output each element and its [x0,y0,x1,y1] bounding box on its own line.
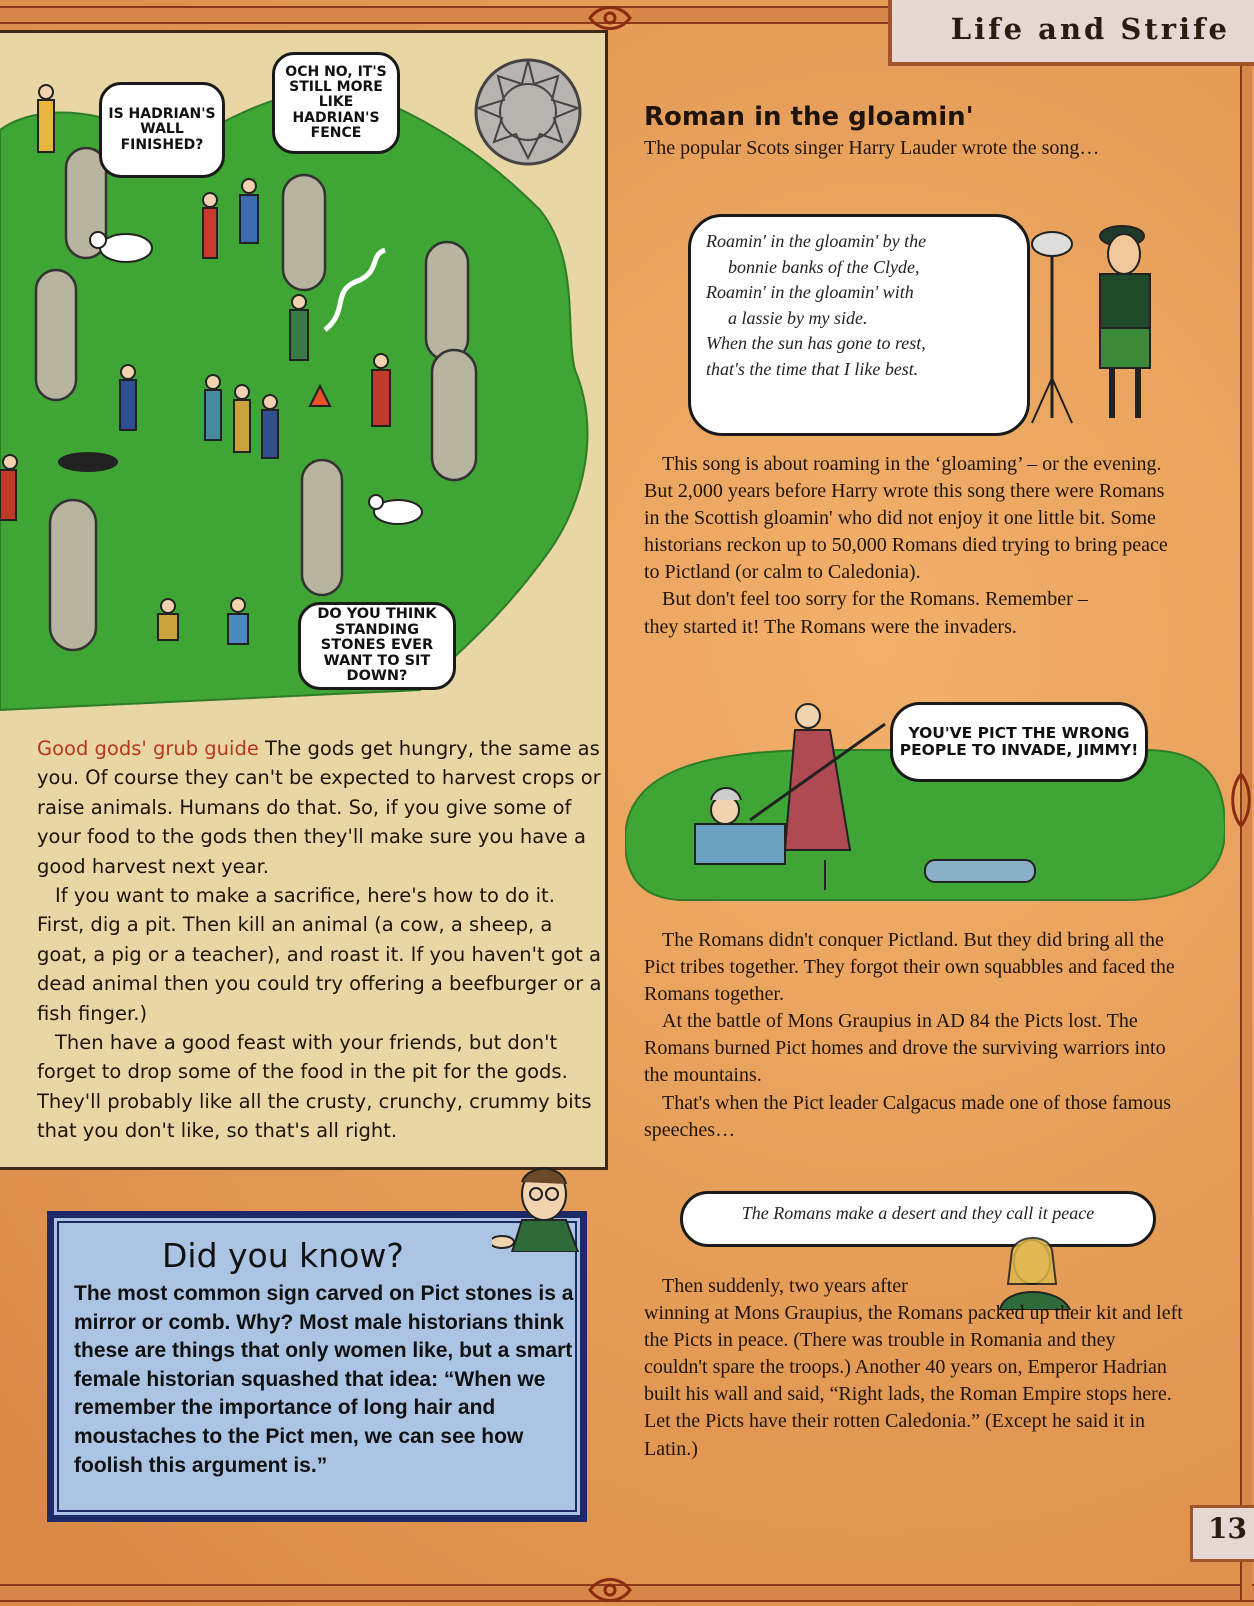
song-line-6: that's the time that I like best. [706,358,919,379]
intro-text: The popular Scots singer Harry Lauder wrote the song… [644,137,1100,159]
roman-shield [925,860,1035,882]
speech-bubble-pict: YOU'VE PICT THE WRONG PEOPLE TO INVADE, JIMMY! [890,702,1148,782]
section-title: Roman in the gloamin' [644,102,974,132]
ending-text-start: Then suddenly, two years after [662,1275,908,1297]
section-header: Life and Strife [950,12,1230,46]
ending-text: winning at Mons Graupius, the Romans packed up their kit and left the Picts in peace. (There was trouble in Romania and they couldn't spare the troops.) Another 40 years on, Emperor Hadrian built his wall and said, “Right lads, the Roman Empire stops here. Let the Picts have their rotten Caledonia.” (Except he said it in Latin.) [644,1302,1183,1460]
song-line-5: When the sun has gone to rest, [706,333,926,353]
grub-intro: The gods get hungry, the same as you. Of course they can't be expected to harvest crops or raise animals. Humans do that. So, if you give some of your food to the gods then they'll make sure you have a good harvest next year. [37,737,601,878]
grub-guide-text [37,734,602,1146]
historian-cartoon [492,1160,584,1252]
pictland-text: The Romans didn't conquer Pictland. But they did bring all the Pict tribes together. They forgot their own squabbles and faced the Romans together. [644,929,1175,1006]
roaming-text: This song is about roaming in the ‘gloaming’ – or the evening. But 2,000 years before Harry wrote this song there were Romans in the Scottish gloamin' who did not enjoy it one little bit. Some historians reckon up to 50,000 Romans died trying to bring peace to Pictland (or calm to Caledonia). [644,453,1168,584]
carved-stone-disc [476,60,580,164]
grub-paragraph-2: If you want to make a sacrifice, here's how to do it. First, dig a pit. Then kill an animal (a cow, a sheep, a goat, a pig or a teacher), and roast it. If you haven't got a dead animal then you could try offering a beefburger or a fish finger.) [37,884,602,1025]
sorry-text: But don't feel too sorry for the Romans. Remember – they started it! The Romans were the invaders. [644,588,1088,638]
celtic-knot-bottom [585,1568,635,1606]
song-line-2: bonnie banks of the Clyde, [728,256,920,277]
song-lyrics [706,229,1006,382]
celtic-knot-right [1228,770,1254,830]
speech-bubble-fence: OCH NO, IT'S STILL MORE LIKE HADRIAN'S FENCE [272,52,400,154]
mons-graupius-text: At the battle of Mons Graupius in AD 84 the Picts lost. The Romans burned Pict homes and drove the surviving warriors into the mountains. [644,1010,1166,1087]
did-you-know-title: Did you know? [162,1236,404,1275]
grub-guide-heading: Good gods' grub guide [37,737,259,760]
paragraph-pictland [644,927,1184,1144]
singer-cartoon [1030,208,1180,438]
speech-bubble-stones: DO YOU THINK STANDING STONES EVER WANT TO SIT DOWN? [298,602,456,690]
page-number: 13 [1208,1512,1247,1545]
section-header-tab [888,0,1254,66]
grub-paragraph-3: Then have a good feast with your friends, but don't forget to drop some of the food in the pit for the gods. They'll probably like all the crusty, crunchy, crummy bits that you don't like, so that's all right. [37,1031,592,1143]
calgacus-text: That's when the Pict leader Calgacus made one of those famous speeches… [644,1091,1172,1141]
song-line-3: Roamin' in the gloamin' with [706,282,914,302]
song-line-1: Roamin' in the gloamin' by the [706,231,927,251]
paragraph-roaming [644,451,1184,641]
calgacus-quote: The Romans make a desert and they call it peace [741,1203,1095,1223]
speech-bubble-wall: IS HADRIAN'S WALL FINISHED? [99,82,225,178]
song-line-4: a lassie by my side. [728,307,868,328]
paragraph-ending [644,1273,1184,1463]
did-you-know-body: The most common sign carved on Pict stones is a mirror or comb. Why? Most male historians think these are things that only women like, but a smart female historian squashed that idea: “When we remember the importance of long hair and moustaches to the Pict men, we can see how foolish this argument is.” [74,1282,574,1477]
